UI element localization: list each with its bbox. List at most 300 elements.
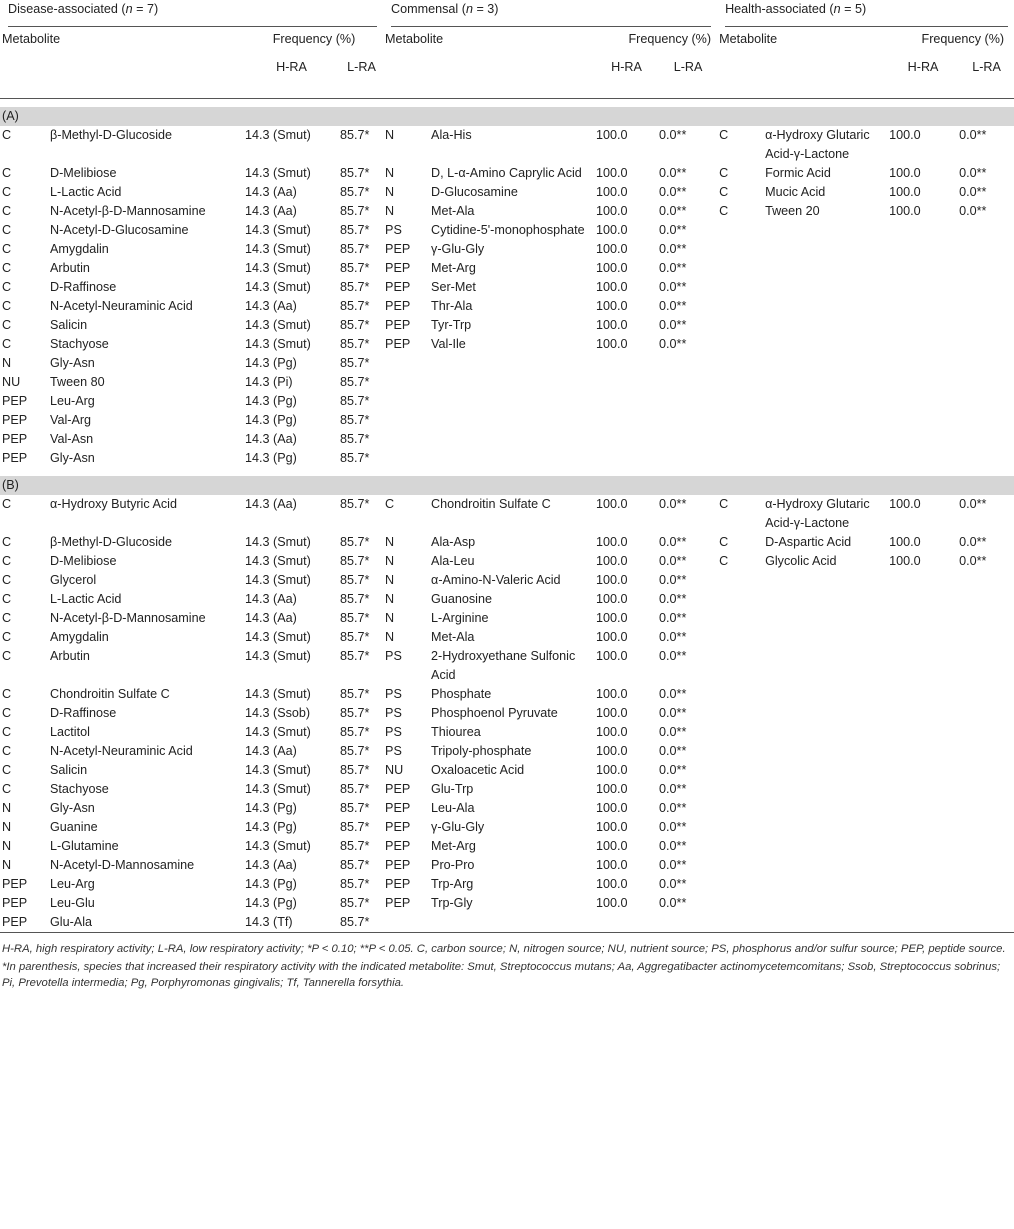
- hra-frequency: [887, 297, 957, 316]
- hra-frequency: 14.3 (Aa): [245, 497, 297, 511]
- col-header-lra: L-RA: [347, 60, 376, 74]
- metabolite-name: [763, 373, 887, 392]
- source-type: PEP: [2, 896, 28, 910]
- col-header-lra: L-RA: [972, 60, 1001, 74]
- hra-frequency: 100.0: [596, 801, 628, 815]
- hra-frequency: 14.3 (Smut): [245, 166, 311, 180]
- metabolite-name: [763, 913, 887, 933]
- hra-frequency: 100.0: [596, 280, 628, 294]
- table-row: [0, 704, 1014, 723]
- source-type: N: [2, 839, 12, 853]
- hra-frequency: 14.3 (Aa): [245, 432, 297, 446]
- lra-frequency: 85.7*: [340, 877, 370, 891]
- hra-frequency: [887, 723, 957, 742]
- lra-frequency: 0.0**: [959, 204, 987, 218]
- source-type: [717, 297, 763, 316]
- lra-frequency: [957, 392, 1014, 411]
- metabolite-name: [763, 875, 887, 894]
- lra-frequency: [957, 856, 1014, 875]
- group-header-disease: Disease-associated (n = 7): [0, 0, 383, 30]
- hra-frequency: [887, 411, 957, 430]
- metabolite-name: Glycolic Acid: [765, 554, 837, 568]
- metabolite-name: Arbutin: [50, 261, 90, 275]
- source-type: C: [2, 261, 12, 275]
- source-type: C: [719, 185, 729, 199]
- source-type: [717, 240, 763, 259]
- source-type: PEP: [385, 280, 411, 294]
- table-row: [0, 259, 1014, 278]
- metabolite-name: [763, 856, 887, 875]
- hra-frequency: 14.3 (Smut): [245, 261, 311, 275]
- source-type: C: [2, 280, 12, 294]
- source-type: N: [385, 630, 395, 644]
- source-type: [717, 704, 763, 723]
- metabolite-name: [763, 354, 887, 373]
- lra-frequency: 0.0**: [659, 820, 687, 834]
- source-type: C: [2, 744, 12, 758]
- metabolite-name: Leu-Glu: [50, 896, 95, 910]
- table-row: [0, 202, 1014, 221]
- metabolite-name: Ala-Leu: [431, 554, 475, 568]
- hra-frequency: 100.0: [596, 299, 628, 313]
- metabolite-name: Tyr-Trp: [431, 318, 472, 332]
- source-type: PS: [385, 744, 402, 758]
- source-type: C: [2, 554, 12, 568]
- table-row: [0, 894, 1014, 913]
- metabolite-name: Amygdalin: [50, 630, 109, 644]
- lra-frequency: 85.7*: [340, 915, 370, 929]
- lra-frequency: 85.7*: [340, 611, 370, 625]
- hra-frequency: [887, 430, 957, 449]
- col-header-hra: H-RA: [907, 60, 939, 74]
- lra-frequency: [957, 818, 1014, 837]
- hra-frequency: 14.3 (Pg): [245, 394, 297, 408]
- metabolite-name: [429, 449, 594, 468]
- hra-frequency: [887, 278, 957, 297]
- metabolite-name: [763, 818, 887, 837]
- metabolite-name: [763, 449, 887, 468]
- metabolite-name: α-Hydroxy Butyric Acid: [50, 497, 177, 511]
- lra-frequency: 85.7*: [340, 706, 370, 720]
- hra-frequency: [594, 373, 657, 392]
- source-type: C: [2, 725, 12, 739]
- metabolite-name: D, L-α-Amino Caprylic Acid: [431, 166, 582, 180]
- source-type: [717, 799, 763, 818]
- metabolite-name: Gly-Asn: [50, 451, 95, 465]
- metabolite-name: Phosphate: [431, 687, 492, 701]
- lra-frequency: [957, 449, 1014, 468]
- hra-frequency: [887, 609, 957, 628]
- hra-frequency: [887, 685, 957, 704]
- source-type: C: [2, 611, 12, 625]
- lra-frequency: [957, 685, 1014, 704]
- hra-frequency: 100.0: [596, 649, 628, 663]
- lra-frequency: [957, 761, 1014, 780]
- lra-frequency: 85.7*: [340, 166, 370, 180]
- metabolite-name: [763, 297, 887, 316]
- metabolite-name: Phosphoenol Pyruvate: [431, 706, 558, 720]
- source-type: C: [719, 497, 729, 511]
- lra-frequency: 0.0**: [659, 128, 687, 142]
- lra-frequency: 85.7*: [340, 375, 370, 389]
- hra-frequency: 100.0: [596, 337, 628, 351]
- table-row: [0, 533, 1014, 552]
- hra-frequency: [887, 647, 957, 685]
- lra-frequency: [657, 354, 717, 373]
- table-row: [0, 628, 1014, 647]
- source-type: PEP: [2, 432, 28, 446]
- metabolite-name: Tripoly-phosphate: [431, 744, 532, 758]
- hra-frequency: 14.3 (Aa): [245, 185, 297, 199]
- hra-frequency: 100.0: [889, 554, 921, 568]
- lra-frequency: [957, 799, 1014, 818]
- table-row: [0, 875, 1014, 894]
- lra-frequency: 85.7*: [340, 573, 370, 587]
- source-type: PEP: [2, 451, 28, 465]
- lra-frequency: 0.0**: [659, 318, 687, 332]
- source-type: PEP: [2, 877, 28, 891]
- metabolite-name: D-Raffinose: [50, 280, 117, 294]
- metabolite-name: α-Hydroxy Glutaric Acid-γ-Lactone: [765, 497, 870, 530]
- source-type: C: [719, 204, 729, 218]
- lra-frequency: 85.7*: [340, 261, 370, 275]
- lra-frequency: [657, 913, 717, 933]
- source-type: C: [2, 649, 12, 663]
- metabolite-name: [763, 628, 887, 647]
- metabolite-name: Leu-Ala: [431, 801, 475, 815]
- lra-frequency: [657, 411, 717, 430]
- metabolite-name: Arbutin: [50, 649, 90, 663]
- table-row: [0, 297, 1014, 316]
- hra-frequency: 14.3 (Aa): [245, 299, 297, 313]
- lra-frequency: [957, 609, 1014, 628]
- metabolite-name: Glu-Trp: [431, 782, 474, 796]
- table-row: [0, 449, 1014, 468]
- metabolite-name: [763, 240, 887, 259]
- metabolite-name: Ser-Met: [431, 280, 476, 294]
- metabolite-name: γ-Glu-Gly: [431, 242, 485, 256]
- hra-frequency: [887, 221, 957, 240]
- metabolite-name: N-Acetyl-Neuraminic Acid: [50, 299, 193, 313]
- metabolite-name: Tween 80: [50, 375, 105, 389]
- metabolite-name: D-Glucosamine: [431, 185, 518, 199]
- hra-frequency: 14.3 (Smut): [245, 573, 311, 587]
- lra-frequency: 0.0**: [659, 744, 687, 758]
- metabolite-name: Lactitol: [50, 725, 90, 739]
- source-type: C: [2, 687, 12, 701]
- source-type: C: [2, 299, 12, 313]
- hra-frequency: 14.3 (Aa): [245, 611, 297, 625]
- hra-frequency: [887, 373, 957, 392]
- source-type: C: [385, 497, 395, 511]
- group-header-commensal: Commensal (n = 3): [383, 0, 717, 30]
- hra-frequency: 100.0: [596, 820, 628, 834]
- hra-frequency: 100.0: [596, 242, 628, 256]
- table-row: [0, 818, 1014, 837]
- metabolite-name: Met-Ala: [431, 204, 475, 218]
- metabolite-name: Guanine: [50, 820, 98, 834]
- source-type: [717, 647, 763, 685]
- source-type: PEP: [385, 261, 411, 275]
- source-type: C: [719, 554, 729, 568]
- metabolite-name: γ-Glu-Gly: [431, 820, 485, 834]
- table-row: [0, 354, 1014, 373]
- lra-frequency: 0.0**: [659, 223, 687, 237]
- source-type: [717, 761, 763, 780]
- hra-frequency: 100.0: [889, 166, 921, 180]
- hra-frequency: 100.0: [596, 204, 628, 218]
- source-type: PS: [385, 649, 402, 663]
- metabolite-name: [429, 392, 594, 411]
- source-type: C: [2, 185, 12, 199]
- metabolite-name: α-Hydroxy Glutaric Acid-γ-Lactone: [765, 128, 870, 161]
- source-type: [383, 411, 429, 430]
- source-type: PS: [385, 223, 402, 237]
- source-type: PEP: [385, 820, 411, 834]
- metabolite-name: [763, 221, 887, 240]
- hra-frequency: 14.3 (Pg): [245, 356, 297, 370]
- metabolite-name: Val-Asn: [50, 432, 94, 446]
- lra-frequency: 0.0**: [959, 185, 987, 199]
- source-type: [717, 609, 763, 628]
- hra-frequency: 14.3 (Smut): [245, 763, 311, 777]
- source-type: [717, 685, 763, 704]
- hra-frequency: [594, 411, 657, 430]
- source-type: N: [385, 611, 395, 625]
- hra-frequency: [887, 316, 957, 335]
- metabolite-name: [763, 837, 887, 856]
- lra-frequency: [957, 590, 1014, 609]
- lra-frequency: 85.7*: [340, 820, 370, 834]
- section-label: (B): [0, 476, 1014, 495]
- lra-frequency: 85.7*: [340, 356, 370, 370]
- lra-frequency: 0.0**: [959, 554, 987, 568]
- metabolite-name: [763, 742, 887, 761]
- lra-frequency: 85.7*: [340, 299, 370, 313]
- hra-frequency: 100.0: [596, 706, 628, 720]
- lra-frequency: 85.7*: [340, 394, 370, 408]
- source-type: C: [2, 166, 12, 180]
- table-row: [0, 913, 1014, 933]
- table-footnotes: [0, 933, 1014, 991]
- source-type: [717, 449, 763, 468]
- lra-frequency: [957, 335, 1014, 354]
- hra-frequency: [594, 354, 657, 373]
- hra-frequency: [887, 837, 957, 856]
- hra-frequency: 14.3 (Ssob): [245, 706, 311, 720]
- hra-frequency: 100.0: [596, 554, 628, 568]
- col-header-frequency: Frequency (%): [628, 32, 712, 46]
- metabolite-name: Glycerol: [50, 573, 97, 587]
- lra-frequency: [657, 392, 717, 411]
- metabolite-name: Cytidine-5'-monophosphate: [431, 223, 585, 237]
- metabolite-name: Chondroitin Sulfate C: [431, 497, 551, 511]
- lra-frequency: [957, 628, 1014, 647]
- source-type: NU: [385, 763, 404, 777]
- hra-frequency: 14.3 (Smut): [245, 242, 311, 256]
- hra-frequency: 14.3 (Smut): [245, 280, 311, 294]
- col-header-hra: H-RA: [276, 60, 307, 74]
- lra-frequency: 0.0**: [659, 497, 687, 511]
- lra-frequency: 85.7*: [340, 630, 370, 644]
- source-type: [717, 818, 763, 837]
- hra-frequency: 14.3 (Aa): [245, 204, 297, 218]
- table-row: [0, 411, 1014, 430]
- lra-frequency: 85.7*: [340, 535, 370, 549]
- hra-frequency: [887, 259, 957, 278]
- lra-frequency: 85.7*: [340, 592, 370, 606]
- hra-frequency: 100.0: [596, 166, 628, 180]
- lra-frequency: 85.7*: [340, 896, 370, 910]
- hra-frequency: [887, 628, 957, 647]
- source-type: N: [385, 128, 395, 142]
- source-type: NU: [2, 375, 21, 389]
- lra-frequency: 0.0**: [659, 535, 687, 549]
- table-row: [0, 856, 1014, 875]
- source-type: N: [385, 535, 395, 549]
- hra-frequency: 100.0: [596, 261, 628, 275]
- hra-frequency: [887, 799, 957, 818]
- metabolite-name: Glu-Ala: [50, 915, 92, 929]
- source-type: [717, 221, 763, 240]
- source-type: [717, 259, 763, 278]
- source-type: C: [2, 592, 12, 606]
- source-type: PEP: [385, 337, 411, 351]
- lra-frequency: 85.7*: [340, 744, 370, 758]
- metabolite-name: Guanosine: [431, 592, 492, 606]
- lra-frequency: [957, 354, 1014, 373]
- source-type: PEP: [385, 839, 411, 853]
- source-type: C: [2, 242, 12, 256]
- source-type: PEP: [385, 242, 411, 256]
- metabolite-name: Chondroitin Sulfate C: [50, 687, 170, 701]
- hra-frequency: [887, 449, 957, 468]
- source-type: [717, 856, 763, 875]
- lra-frequency: [957, 411, 1014, 430]
- table-row: [0, 647, 1014, 685]
- metabolite-name: D-Raffinose: [50, 706, 117, 720]
- table-row: [0, 552, 1014, 571]
- metabolite-name: [429, 354, 594, 373]
- hra-frequency: [594, 430, 657, 449]
- hra-frequency: 100.0: [889, 204, 921, 218]
- hra-frequency: 14.3 (Pg): [245, 451, 297, 465]
- source-type: N: [385, 166, 395, 180]
- footnote-abbreviations: H-RA, high respiratory activity; L-RA, low respiratory activity; *P < 0.10; **P < 0.05. C, carbon source; N, nitrogen source; NU, nutrient source; PS, phosphorus and/or sulfur source; PEP, peptide source.: [2, 943, 1006, 955]
- source-type: [717, 723, 763, 742]
- source-type: PEP: [2, 394, 28, 408]
- hra-frequency: 100.0: [596, 573, 628, 587]
- lra-frequency: 85.7*: [340, 451, 370, 465]
- hra-frequency: 100.0: [596, 318, 628, 332]
- metabolite-name: [763, 430, 887, 449]
- hra-frequency: [887, 704, 957, 723]
- lra-frequency: 0.0**: [659, 896, 687, 910]
- source-type: [717, 354, 763, 373]
- metabolite-name: [763, 392, 887, 411]
- lra-frequency: 0.0**: [659, 611, 687, 625]
- source-type: C: [2, 337, 12, 351]
- table-row: [0, 183, 1014, 202]
- table-row: [0, 742, 1014, 761]
- metabolite-name: Stachyose: [50, 337, 109, 351]
- lra-frequency: 0.0**: [659, 630, 687, 644]
- lra-frequency: 85.7*: [340, 687, 370, 701]
- lra-frequency: [957, 278, 1014, 297]
- lra-frequency: 0.0**: [659, 185, 687, 199]
- table-row: [0, 392, 1014, 411]
- source-type: [717, 590, 763, 609]
- metabolite-name: L-Glutamine: [50, 839, 119, 853]
- hra-frequency: [887, 590, 957, 609]
- source-type: N: [2, 858, 12, 872]
- source-type: C: [2, 128, 12, 142]
- hra-frequency: 14.3 (Pi): [245, 375, 293, 389]
- source-type: [717, 628, 763, 647]
- hra-frequency: 14.3 (Pg): [245, 413, 297, 427]
- lra-frequency: [957, 316, 1014, 335]
- table-row: [0, 780, 1014, 799]
- lra-frequency: 85.7*: [340, 185, 370, 199]
- col-header-lra: L-RA: [673, 60, 703, 74]
- lra-frequency: 85.7*: [340, 242, 370, 256]
- lra-frequency: [657, 430, 717, 449]
- table-row: [0, 723, 1014, 742]
- metabolite-name: α-Amino-N-Valeric Acid: [431, 573, 561, 587]
- lra-frequency: 85.7*: [340, 413, 370, 427]
- hra-frequency: [887, 240, 957, 259]
- lra-frequency: 85.7*: [340, 782, 370, 796]
- table-row: [0, 240, 1014, 259]
- lra-frequency: 0.0**: [659, 858, 687, 872]
- lra-frequency: 0.0**: [659, 242, 687, 256]
- source-type: N: [385, 592, 395, 606]
- col-header-metabolite: Metabolite: [719, 32, 778, 46]
- source-type: N: [2, 820, 12, 834]
- hra-frequency: [887, 818, 957, 837]
- source-type: N: [2, 801, 12, 815]
- source-type: C: [2, 318, 12, 332]
- table-row: [0, 126, 1014, 164]
- lra-frequency: [957, 240, 1014, 259]
- hra-frequency: 100.0: [596, 592, 628, 606]
- hra-frequency: 14.3 (Smut): [245, 318, 311, 332]
- metabolite-name: [763, 799, 887, 818]
- hra-frequency: 14.3 (Smut): [245, 535, 311, 549]
- hra-frequency: [887, 875, 957, 894]
- source-type: [717, 837, 763, 856]
- hra-frequency: 100.0: [596, 877, 628, 891]
- hra-frequency: [887, 856, 957, 875]
- table-row: [0, 316, 1014, 335]
- source-type: PEP: [385, 318, 411, 332]
- hra-frequency: 100.0: [596, 535, 628, 549]
- metabolite-name: N-Acetyl-β-D-Mannosamine: [50, 204, 206, 218]
- hra-frequency: [594, 913, 657, 933]
- hra-frequency: 14.3 (Pg): [245, 820, 297, 834]
- metabolite-name: Formic Acid: [765, 166, 831, 180]
- lra-frequency: 0.0**: [659, 554, 687, 568]
- metabolite-name: [429, 913, 594, 933]
- lra-frequency: [957, 647, 1014, 685]
- col-header-metabolite: Metabolite: [385, 32, 444, 46]
- metabolite-name: β-Methyl-D-Glucoside: [50, 128, 173, 142]
- hra-frequency: [887, 894, 957, 913]
- hra-frequency: 14.3 (Smut): [245, 128, 311, 142]
- lra-frequency: 0.0**: [659, 261, 687, 275]
- source-type: [717, 278, 763, 297]
- source-type: C: [719, 535, 729, 549]
